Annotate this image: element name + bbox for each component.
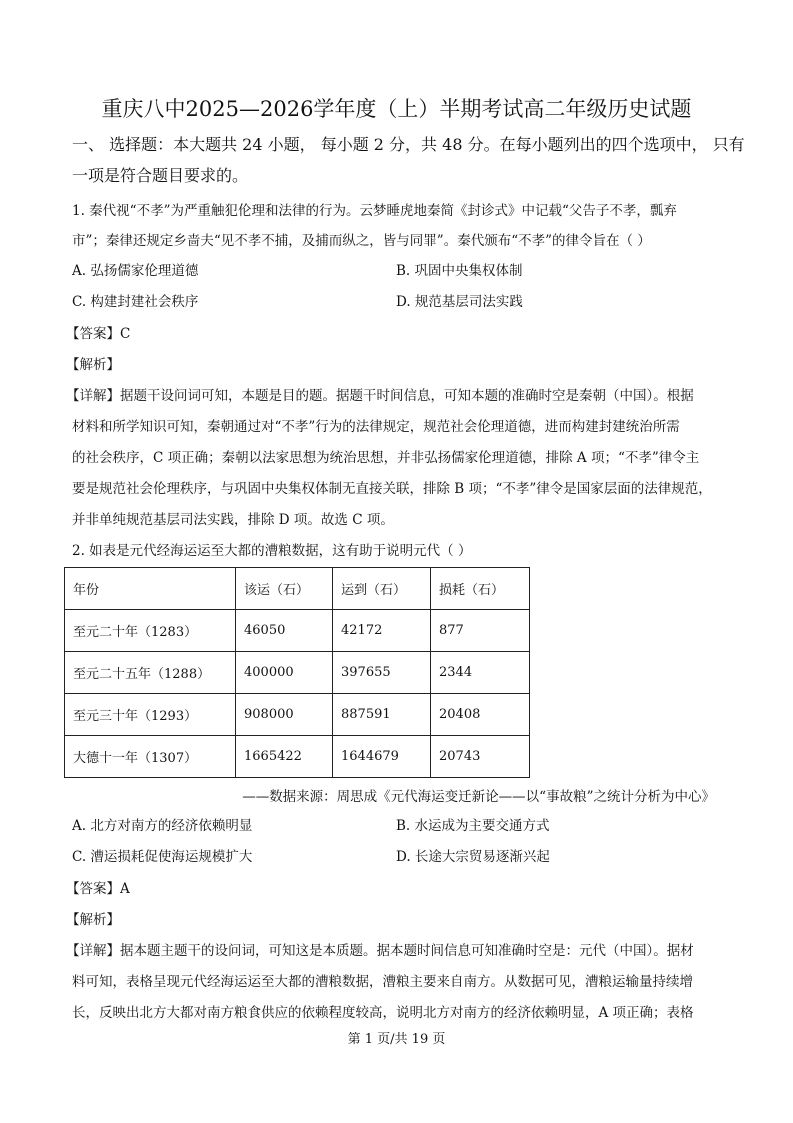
exam-title: 重庆八中2025—2026学年度（上）半期考试高二年级历史试题: [101, 97, 692, 121]
table-cell: 1665422: [236, 736, 333, 778]
q1-detail-line-5: 并非单纯规范基层司法实践，排除 D 项。故选 C 项。: [72, 512, 394, 528]
table-header-row: [65, 568, 530, 610]
table-cell: 46050: [236, 610, 333, 652]
q1-option-d: D. 规范基层司法实践: [396, 294, 523, 310]
table-cell: 至元二十五年（1288）: [65, 652, 236, 694]
table-row: [65, 652, 530, 694]
q1-detail-line-2: 材料和所学知识可知，秦朝通过对“不孝”行为的法律规定，规范社会伦理道德，进而构建封建统治所需: [72, 419, 680, 435]
table-cell: 397655: [333, 652, 431, 694]
q1-option-b: B. 巩固中央集权体制: [396, 263, 523, 279]
table-header-cell: 该运（石）: [236, 568, 333, 610]
table-cell: 400000: [236, 652, 333, 694]
q1-detail-line-1: 【详解】据题干设问词可知，本题是目的题。据题干时间信息，可知本题的准确时空是秦朝（中国）。根据: [66, 388, 694, 404]
q2-detail-line-3: 长，反映出北方大都对南方粮食供应的依赖程度较高，说明北方对南方的经济依赖明显，A 项正确；表格: [72, 1005, 694, 1021]
table-cell: 至元三十年（1293）: [65, 694, 236, 736]
q2-option-b: B. 水运成为主要交通方式: [396, 818, 550, 834]
answer-value: C: [120, 326, 131, 342]
table-row: [65, 736, 530, 778]
answer-tag: 【答案】: [66, 881, 120, 897]
q2-analysis-tag: 【解析】: [66, 912, 120, 928]
grain-transport-table: [64, 567, 530, 778]
table-row: [65, 694, 530, 736]
q1-option-a: A. 弘扬儒家伦理道德: [72, 263, 199, 279]
q2-option-a: A. 北方对南方的经济依赖明显: [72, 818, 253, 834]
table-cell: 908000: [236, 694, 333, 736]
q2-answer: [66, 878, 130, 900]
q2-option-d: D. 长途大宗贸易逐渐兴起: [396, 849, 550, 865]
q1-answer: [66, 323, 130, 345]
q2-detail-line-2: 料可知，表格呈现元代经海运运至大都的漕粮数据，漕粮主要来自南方。从数据可见，漕粮运输量持续增: [72, 974, 693, 990]
table-cell: 至元二十年（1283）: [65, 610, 236, 652]
table-header-cell: 损耗（石）: [431, 568, 530, 610]
q1-option-c: C. 构建封建社会秩序: [72, 294, 199, 310]
table-cell: 42172: [333, 610, 431, 652]
table-cell: 887591: [333, 694, 431, 736]
q2-stem: 2. 如表是元代经海运运至大都的漕粮数据，这有助于说明元代（ ）: [72, 543, 472, 559]
table-cell: 877: [431, 610, 530, 652]
table-source-note: ——数据来源：周思成《元代海运变迁新论——以“事故粮”之统计分析为中心》: [242, 789, 715, 805]
table-cell: 20743: [431, 736, 530, 778]
answer-value: A: [120, 881, 130, 897]
q1-stem-line-2: 市”；秦律还规定乡啬夫“见不孝不捕，及捕而纵之，皆与同罪”。秦代颁布“不孝”的律令旨在（ ）: [72, 233, 651, 249]
page-number: 第 1 页/共 19 页: [347, 1032, 446, 1047]
table-cell: 1644679: [333, 736, 431, 778]
table-header-cell: 年份: [65, 568, 236, 610]
table-cell: 20408: [431, 694, 530, 736]
section-instruction-line-2: 一项是符合题目要求的。: [72, 166, 249, 185]
q1-detail-line-3: 的社会秩序，C 项正确；秦朝以法家思想为统治思想，并非弘扬儒家伦理道德，排除 A 项；“不孝”律令主: [72, 450, 700, 466]
q1-analysis-tag: 【解析】: [66, 357, 120, 373]
q2-option-c: C. 漕运损耗促使海运规模扩大: [72, 849, 253, 865]
q1-stem-line-1: 1. 秦代视“不孝”为严重触犯伦理和法律的行为。云梦睡虎地秦简《封诊式》中记载“父告子不孝，瓢弃: [72, 203, 677, 219]
table-cell: 大德十一年（1307）: [65, 736, 236, 778]
table-row: [65, 610, 530, 652]
section-instruction-line-1: 一、 选择题：本大题共 24 小题， 每小题 2 分，共 48 分。在每小题列出的四个选项中， 只有: [72, 135, 745, 154]
table-header-cell: 运到（石）: [333, 568, 431, 610]
q2-detail-line-1: 【详解】据本题主题干的设问词，可知这是本质题。据本题时间信息可知准确时空是：元代（中国）。据材: [66, 943, 694, 959]
table-cell: 2344: [431, 652, 530, 694]
answer-tag: 【答案】: [66, 326, 120, 342]
q1-detail-line-4: 要是规范社会伦理秩序，与巩固中央集权体制无直接关联，排除 B 项；“不孝”律令是国家层面的法律规范，: [72, 481, 712, 497]
